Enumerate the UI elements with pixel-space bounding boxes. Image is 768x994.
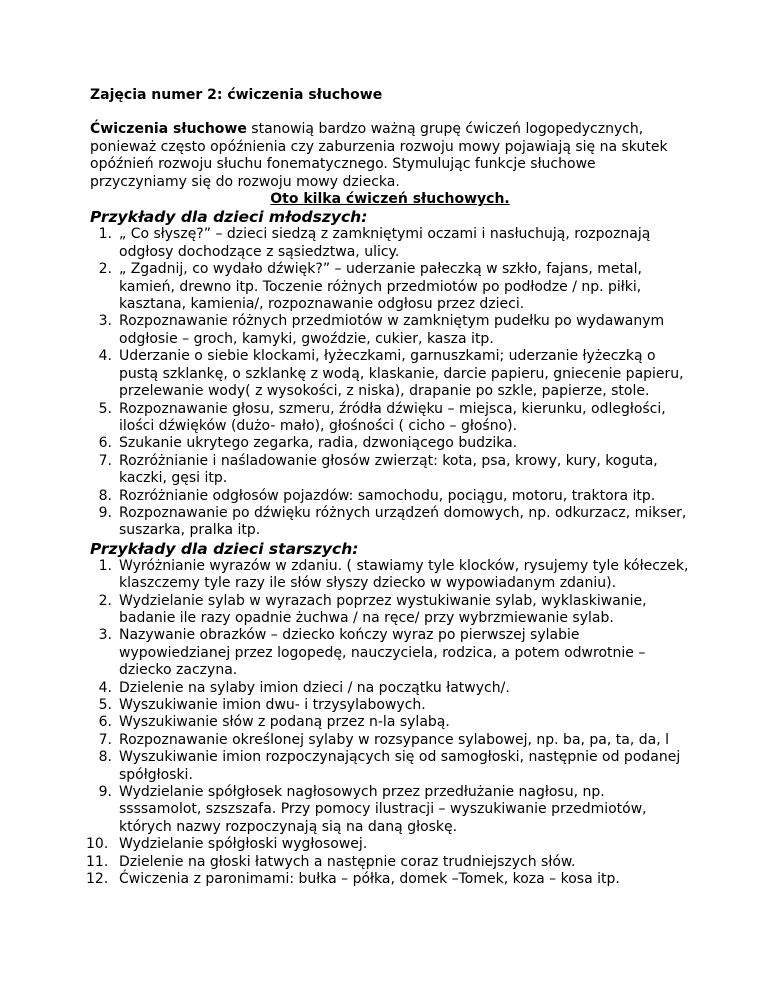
item-text: Dzielenie na głoski łatwych a następnie coraz trudniejszych słów. xyxy=(119,853,576,870)
item-text: „ Zgadnij, co wydało dźwięk?” – uderzanie pałeczką w szkło, fajans, metal, kamień, drewno itp. Toczenie różnych przedmiotów po podłodze / np. piłki, kasztana, kamienia/, rozpoznawanie odgłosu przez dzieci. xyxy=(119,261,642,313)
item-number: 4. xyxy=(98,348,112,365)
item-text: Wyszukiwanie imion dwu- i trzysylabowych. xyxy=(119,697,426,713)
list-item xyxy=(90,453,690,488)
exercises-heading: Oto kilka ćwiczeń słuchowych. xyxy=(270,191,510,208)
section-older xyxy=(86,539,690,889)
item-number: 8. xyxy=(98,487,112,504)
item-number: 2. xyxy=(98,592,112,609)
item-number: 8. xyxy=(98,749,112,766)
item-text: Wydzielanie sylab w wyrazach poprzez wystukiwanie sylab, wyklaskiwanie, badanie ile razy opadnie żuchwa / na ręce/ przy wybrzmiewanie sylab. xyxy=(119,592,647,626)
item-number: 5. xyxy=(98,400,112,417)
item-text: Rozróżnianie i naśladowanie głosów zwierząt: kota, psa, krowy, kury, koguta, kaczki, gęsi itp. xyxy=(119,452,658,487)
list-item xyxy=(86,836,690,853)
item-text: Rozpoznawanie różnych przedmiotów w zamkniętym pudełku po wydawanym odgłosie – groch, kamyki, gwoździe, cukier, kasza itp. xyxy=(119,313,665,347)
item-text: Rozpoznawanie głosu, szmeru, źródła dźwięku – miejsca, kierunku, odległości, ilości dźwięków (dużo- mało), głośności ( cicho – głośno). xyxy=(119,400,666,434)
list-item xyxy=(90,627,690,679)
list-item xyxy=(90,313,690,348)
item-number: 9. xyxy=(98,504,112,521)
item-text: Wyszukiwanie imion rozpoczynających się od samogłoski, następnie od podanej spółgłoski. xyxy=(119,749,681,783)
list-item xyxy=(90,401,690,436)
item-text: Uderzanie o siebie klockami, łyżeczkami, garnuszkami; uderzanie łyżeczką o pustą szklankę, o szklankę z wodą, klaskanie, darcie papieru, gniecenie papieru, przelewanie wody( z wysokości, z niska), drapanie po szkle, papierze, stole. xyxy=(119,348,684,400)
item-text: Nazywanie obrazków – dziecko kończy wyraz po pierwszej sylabie wypowiedzianej przez logopedę, nauczyciela, rodzica, a potem odwrotnie – dziecko zaczyna. xyxy=(119,627,646,679)
document-page xyxy=(86,87,690,888)
item-number: 10. xyxy=(86,836,109,853)
list-item xyxy=(86,853,690,871)
item-text: Szukanie ukrytego zegarka, radia, dzwoniącego budzika. xyxy=(119,435,518,452)
item-text: Rozpoznawanie po dźwięku różnych urządzeń domowych, np. odkurzacz, mikser, suszarka, pralka itp. xyxy=(119,504,687,539)
item-text: Wydzielanie spółgłosek nagłosowych przez przedłużanie nagłosu, np. ssssamolot, szszszafa. Przy pomocy ilustracji – wyszukiwanie przedmiotów, których nazwy rozpoczynają sią na daną głoskę. xyxy=(119,784,647,835)
document-title: Zajęcia numer 2: ćwiczenia słuchowe xyxy=(90,87,383,103)
intro-bold-lead: Ćwiczenia słuchowe xyxy=(90,121,247,138)
item-number: 5. xyxy=(98,697,112,713)
item-number: 9. xyxy=(98,784,112,801)
list-item xyxy=(90,261,690,313)
list-item xyxy=(90,593,690,628)
item-number: 3. xyxy=(98,627,112,644)
list-item xyxy=(90,732,690,749)
item-text: Rozpoznawanie określonej sylaby w rozsypance sylabowej, np. ba, pa, ta, da, l xyxy=(119,731,670,748)
item-text: Wydzielanie spółgłoski wygłosowej. xyxy=(119,836,368,853)
item-number: 3. xyxy=(98,313,112,330)
item-number: 6. xyxy=(98,435,112,452)
list-item xyxy=(90,714,690,731)
list-item xyxy=(90,749,690,784)
item-number: 6. xyxy=(98,714,112,731)
list-item xyxy=(90,505,690,540)
list-item xyxy=(90,558,690,593)
item-text: „ Co słyszę?” – dzieci siedzą z zamkniętymi oczami i nasłuchują, rozpoznają odgłosy dochodzące z sąsiedztwa, ulicy. xyxy=(119,226,651,260)
item-number: 1. xyxy=(98,226,112,243)
section-heading-younger: Przykłady dla dzieci młodszych: xyxy=(90,208,368,227)
item-number: 4. xyxy=(98,679,112,696)
item-number: 1. xyxy=(98,557,112,574)
list-item xyxy=(90,697,690,714)
item-number: 2. xyxy=(98,261,112,278)
list-item xyxy=(90,435,690,452)
list-item xyxy=(90,488,690,505)
item-number: 7. xyxy=(98,731,112,748)
section-heading-older: Przykłady dla dzieci starszych: xyxy=(90,539,359,558)
list-younger xyxy=(90,226,690,539)
item-text: Wyszukiwanie słów z podaną przez n-la sylabą. xyxy=(119,714,450,731)
section-younger xyxy=(90,208,690,539)
list-item xyxy=(90,348,690,400)
item-number: 11. xyxy=(86,853,109,870)
item-text: Wyróżnianie wyrazów w zdaniu. ( stawiamy tyle klocków, rysujemy tyle kółeczek, klaszczemy tyle razy ile słów słyszy dziecko w wypowiadanym zdaniu). xyxy=(119,557,689,592)
list-item xyxy=(90,680,690,697)
list-item xyxy=(86,871,690,888)
item-text: Rozróżnianie odgłosów pojazdów: samochodu, pociągu, motoru, traktora itp. xyxy=(119,487,656,504)
list-older xyxy=(86,557,690,889)
item-number: 7. xyxy=(98,452,112,469)
intro-paragraph xyxy=(90,121,690,191)
item-text: Ćwiczenia z paronimami: bułka – półka, domek –Tomek, koza – kosa itp. xyxy=(119,871,620,888)
item-text: Dzielenie na sylaby imion dzieci / na początku łatwych/. xyxy=(119,679,510,696)
intro-text: stanowią bardzo ważną grupę ćwiczeń logopedycznych, ponieważ często opóźnienia czy zaburzenia rozwoju mowy pojawiają się na skutek opóźnień rozwoju słuchu fonematycznego. Stymulując funkcje słuchowe przyczyniamy się do rozwoju mowy dziecka. xyxy=(90,121,668,190)
list-item xyxy=(90,226,690,261)
list-item xyxy=(90,784,690,836)
item-number: 12. xyxy=(86,871,109,888)
